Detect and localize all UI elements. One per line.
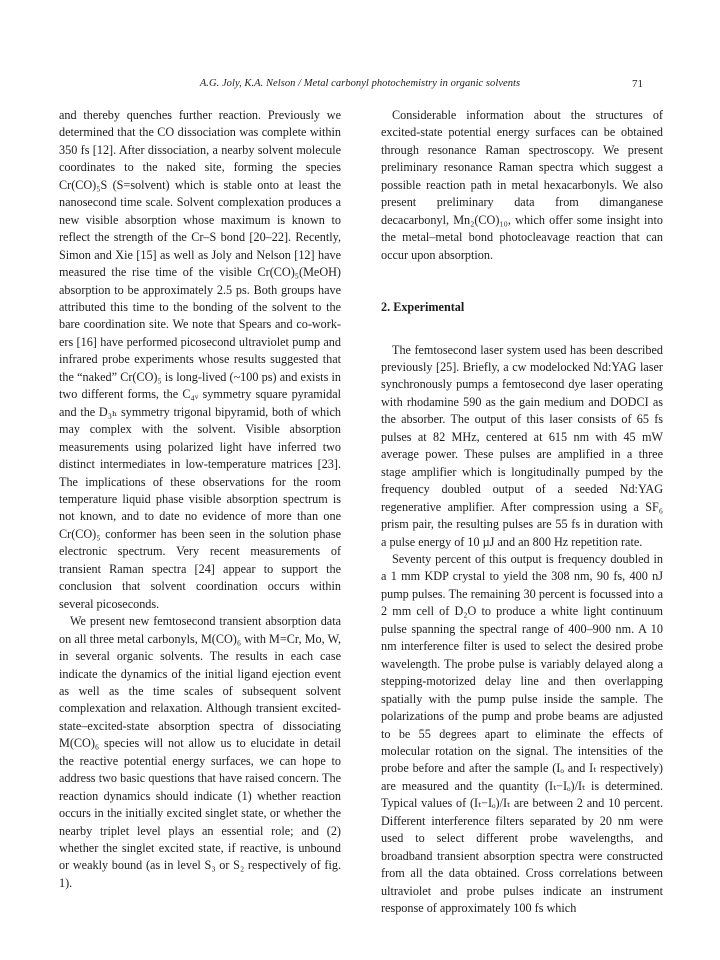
section-heading: 2. Experimental [381,300,465,315]
running-title: A.G. Joly, K.A. Nelson / Metal carbonyl photochemistry in organic solvents [199,78,521,89]
paragraph: We present new femtosecond transient absorption data on all three metal carbonyls, M(CO)₆ with M=Cr, Mo, W, in several organic solvents. The results in each case indicate the dynamics of the initial ligand ejection event as well as the time scales of subsequent solvent complexation and relaxation. Although transient excited-state–excited-state absorption spectra of dissociating M(CO)₆ species will not allow us to elucidate in detail the reactive potential energy surfaces, we can hope to address two basic questions that have raised concern. The reaction dynamics should indicate (1) whether reaction occurs in the initially excited singlet state, or whether the nearby triplet level plays an essential role; and (2) whether the singlet excited state, if reactive, is unbound or weakly bound (as in level S₃ or S₂ respectively of fig. 1). [59,614,341,890]
left-column [59,107,341,892]
paragraph: Considerable information about the structures of excited-state potential energy surfaces can be obtained through resonance Raman spectroscopy. We present preliminary resonance Raman spectra which suggest a possible reaction path in metal hexacarbonyls. We also present preliminary data from dimanganese decacarbonyl, Mn₂(CO)₁₀, which offer some insight into the metal–metal bond photocleavage reaction that can occur upon absorption. [381,108,663,262]
paragraph: and thereby quenches further reaction. Previously we determined that the CO dissociation was complete within 350 fs [12]. After dissociation, a nearby solvent molecule coordinates to the naked site, forming the species Cr(CO)₅S (S=solvent) which is stable onto at least the nanosecond time scale. Solvent complexation produces a new visible absorption whose maximum is known to reflect the strength of the Cr–S bond [20–22]. Recently, Simon and Xie [15] as well as Joly and Nelson [12] have measured the rise time of the visible Cr(CO)₅(MeOH) absorption to be approximately 2.5 ps. Both groups have attributed this time to the bonding of the solvent to the bare coordination site. We note that Spears and co-workers [16] have performed picosecond ultraviolet pump and infrared probe experiments whose results suggested that the “naked” Cr(CO)₅ is long-lived (~100 ps) and exists in two different forms, the C₄ᵥ symmetry square pyramidal and the D₃ₕ symmetry trigonal bipyramid, both of which may complex with the solvent. Visible absorption measurements using polarized light have inferred two distinct intermediates in low-temperature matrices [23]. The implications of these observations for the room temperature liquid phase visible absorption spectrum is not known, and to date no evidence of more than one Cr(CO)₅ conformer has been seen in the solution phase electronic spectrum. Very recent measurements of transient Raman spectra [24] appear to support the conclusion that solvent coordination occurs within several picoseconds. [59,108,341,611]
right-column [381,107,663,917]
paragraph: The femtosecond laser system used has been described previously [25]. Briefly, a cw modelocked Nd:YAG laser synchronously pumps a femtosecond dye laser operating with rhodamine 590 as the gain medium and DODCI as the absorber. The output of this laser consists of 65 fs pulses at 82 MHz, centered at 615 nm with 45 mW average power. These pulses are amplified in a three stage amplifier which is longitudinally pumped by the frequency doubled output of a seeded Nd:YAG regenerative amplifier. After compression using a SF₆ prism pair, the resulting pulses are 55 fs in duration with a pulse energy of 10 µJ and an 800 Hz repetition rate. [381,342,663,549]
page-number: 71 [632,78,643,90]
paragraph: Seventy percent of this output is frequency doubled in a 1 mm KDP crystal to yield the 308 nm, 90 fs, 400 nJ pump pulses. The remaining 30 percent is focussed into a 2 mm cell of D₂O to produce a white light continuum pulse spanning the spectral range of 400–900 nm. A 10 nm interference filter is used to select the desired probe wavelength. The probe pulse is variably delayed along a stepping-motorized delay line and then overlapping spatially with the pump pulse inside the sample. The polarizations of the pump and probe beams are adjusted to be 55 degrees apart to eliminate the effects of molecular rotation on the signal. The intensities of the probe before and after the sample (Iₒ and Iₜ respectively) are measured and the quantity (Iₜ−Iₒ)/Iₜ is determined. Typical values of (Iₜ−Iₒ)/Iₜ are between 2 and 10 percent. Different interference filters separated by 20 nm were used to select different probe wavelengths, and broadband transient absorption spectra were constructed from all the data obtained. Cross correlations between ultraviolet and probe pulses indicate an instrument response of approximately 100 fs which [381,551,663,916]
running-header [0,78,720,94]
